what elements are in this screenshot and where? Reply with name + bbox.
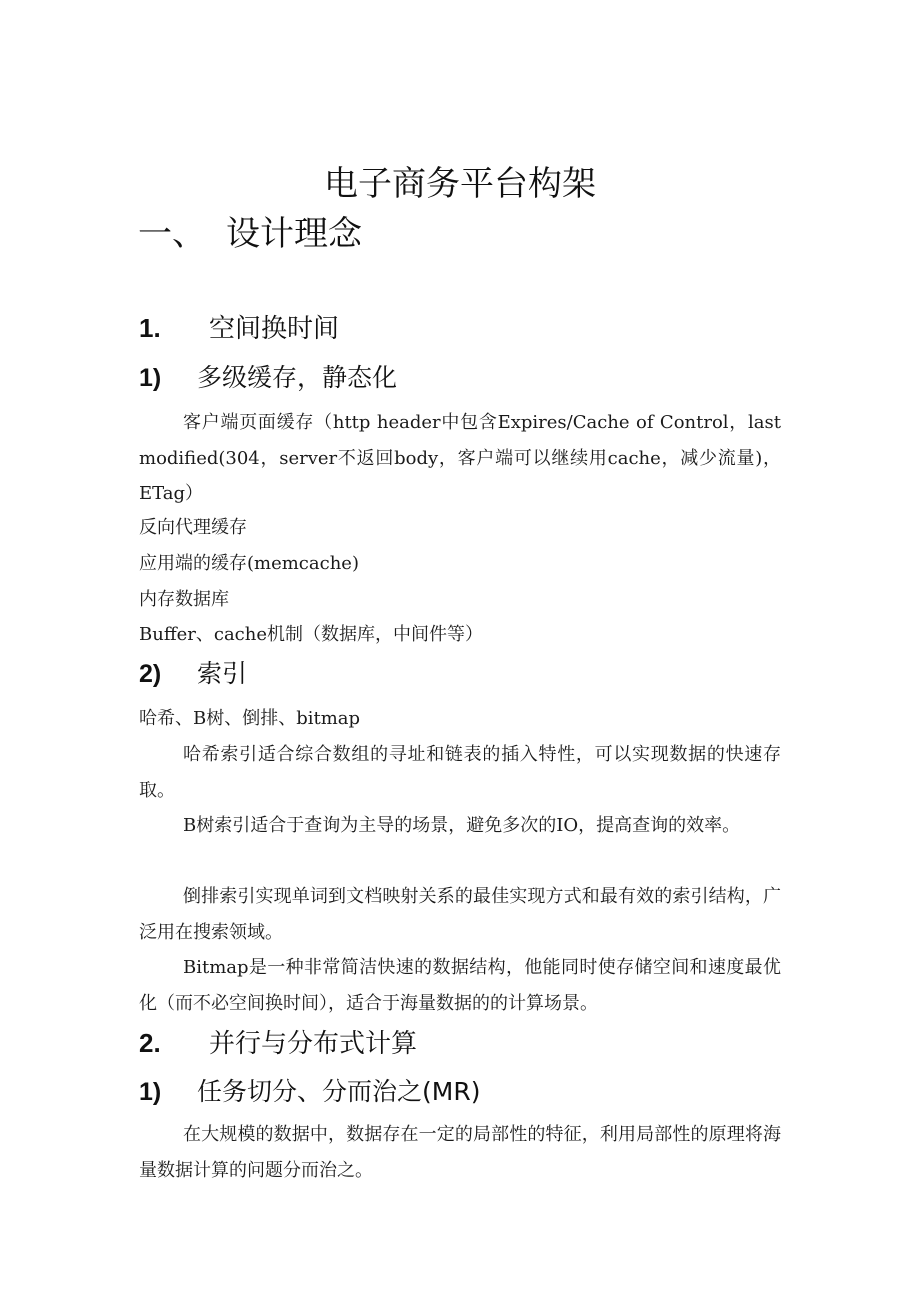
item-heading-index (139, 657, 247, 691)
paragraph-inverted-index: 倒排索引实现单词到文档映射关系的最佳实现方式和最有效的索引结构，广泛用在搜索领域。 (139, 886, 781, 943)
subsection-label: 空间换时间 (209, 314, 340, 344)
item-label: 任务切分、分而治之(MR) (197, 1077, 481, 1106)
paragraph-client-cache: 客户端页面缓存（http header中包含Expires/Cache of Control，last modified(304，server不返回body，客户端可以继续用cache，减少流量)，ETag） (139, 412, 781, 504)
paragraph-data-locality: 在大规模的数据中，数据存在一定的局部性的特征，利用局部性的原理将海量数据计算的问题分而治之。 (139, 1124, 781, 1181)
subsection-number: 2. (139, 1028, 161, 1058)
paragraph-hash-index: 哈希索引适合综合数组的寻址和链表的插入特性，可以实现数据的快速存取。 (139, 744, 781, 801)
paragraph-app-cache: 应用端的缓存(memcache) (139, 553, 359, 574)
subsection-number: 1. (139, 313, 161, 343)
paragraph-index-types: 哈希、B树、倒排、bitmap (139, 708, 361, 729)
paragraph-reverse-proxy: 反向代理缓存 (139, 517, 247, 538)
document-title: 电子商务平台构架 (324, 164, 596, 204)
section-heading-design-concept (138, 208, 362, 260)
subsection-heading-space-for-time (139, 310, 339, 347)
paragraph-in-memory-db: 内存数据库 (139, 589, 229, 610)
subsection-heading-parallel-computing (139, 1025, 417, 1062)
item-heading-multilevel-cache (139, 361, 397, 395)
paragraph-btree-index: B树索引适合于查询为主导的场景，避免多次的IO，提高查询的效率。 (183, 815, 741, 836)
item-number: 1) (139, 364, 162, 392)
paragraph-bitmap: Bitmap是一种非常简洁快速的数据结构，他能同时使存储空间和速度最优化（而不必空间换时间），适合于海量数据的的计算场景。 (139, 957, 781, 1014)
section-number: 一、 (138, 214, 206, 254)
item-number: 2) (139, 660, 162, 688)
paragraph-buffer-cache: Buffer、cache机制（数据库，中间件等） (139, 624, 484, 645)
item-heading-divide-and-conquer (139, 1075, 480, 1109)
subsection-label: 并行与分布式计算 (209, 1029, 418, 1059)
section-label: 设计理念 (226, 214, 362, 254)
item-label: 索引 (197, 659, 248, 688)
item-label: 多级缓存，静态化 (197, 363, 398, 392)
item-number: 1) (139, 1078, 162, 1106)
